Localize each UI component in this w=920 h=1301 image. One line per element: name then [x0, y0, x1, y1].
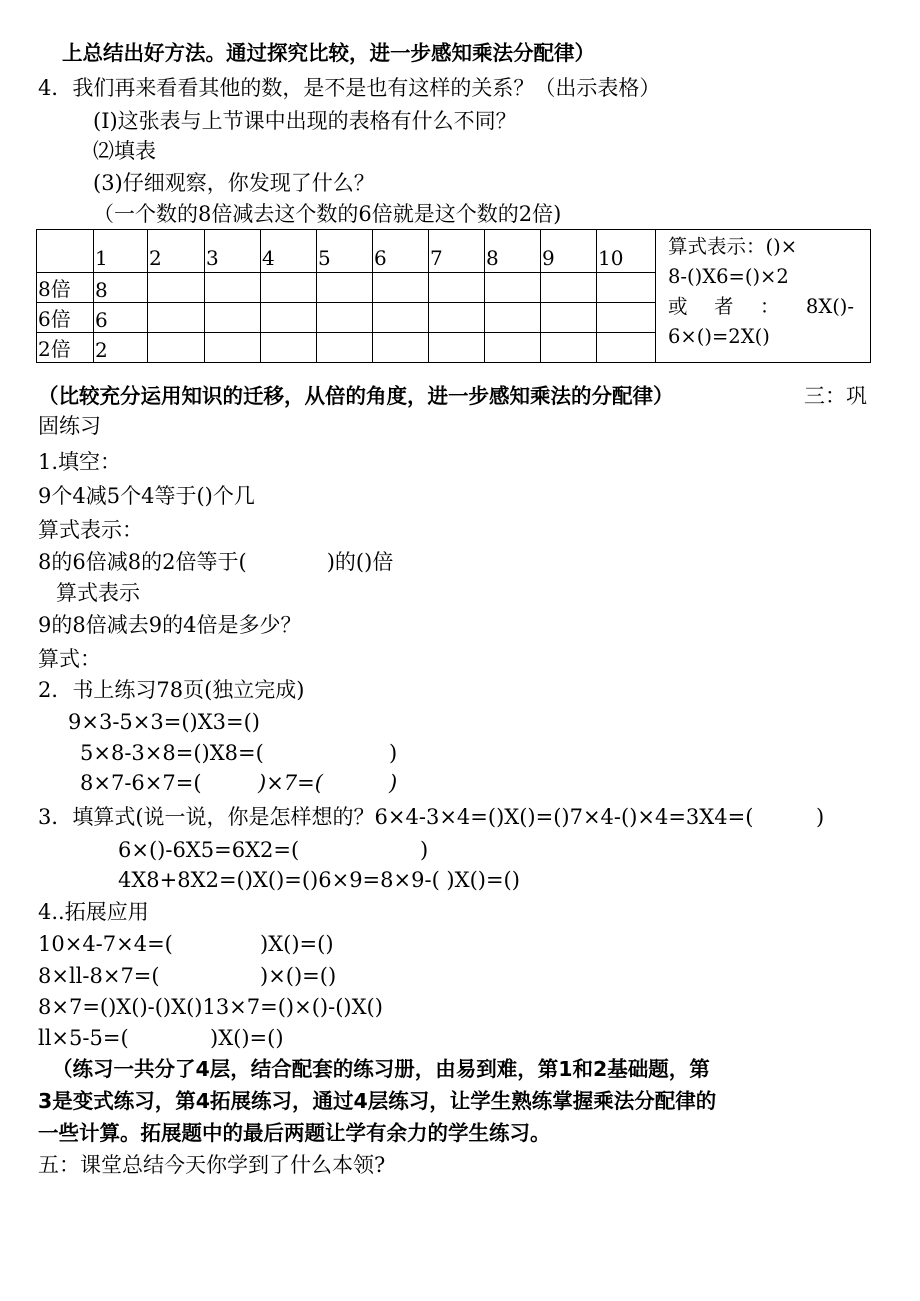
empty-cell — [541, 303, 597, 333]
text-line: ll×5-5=( — [38, 1026, 129, 1050]
table-cell: 7 — [429, 230, 485, 273]
text-line: （比较充分运用知识的迁移，从倍的角度，进一步感知乘法的分配律） — [38, 384, 674, 408]
text-line: ) — [389, 771, 398, 795]
table-cell: 8 — [94, 273, 148, 303]
table-cell — [37, 230, 94, 273]
empty-cell — [317, 273, 373, 303]
text-line: 8×7-6×7=( — [80, 771, 202, 795]
text-line: (3)仔细观察，你发现了什么？ — [93, 171, 375, 195]
table-cell: 9 — [541, 230, 597, 273]
table-cell: 8 — [485, 230, 541, 273]
text-line: (I)这张表与上节课中出现的表格有什么不同？ — [93, 109, 517, 133]
empty-cell — [261, 333, 317, 363]
text-line: )X()=() — [260, 932, 334, 956]
table-cell: 6 — [94, 303, 148, 333]
table-cell: 4 — [261, 230, 317, 273]
table-cell: 2 — [148, 230, 205, 273]
empty-cell — [597, 333, 656, 363]
empty-cell — [429, 333, 485, 363]
empty-cell — [429, 303, 485, 333]
text-line: 3是变式练习，第4拓展练习，通过4层练习，让学生熟练掌握乘法分配律的 — [38, 1089, 717, 1113]
note-line — [668, 292, 854, 322]
table-cell: 10 — [597, 230, 656, 273]
empty-cell — [541, 273, 597, 303]
row-label: 2倍 — [37, 333, 94, 363]
text-line: 1.填空： — [38, 450, 122, 474]
text-line: 5×8-3×8=()X8=( — [80, 741, 264, 765]
empty-cell — [429, 273, 485, 303]
empty-cell — [261, 273, 317, 303]
text-line: )×7=( — [258, 771, 323, 795]
text-line: )×()=() — [260, 964, 337, 988]
text-line: 9个4减5个4等于()个几 — [38, 484, 255, 508]
text-line: 8×ll-8×7=( — [38, 964, 160, 988]
text-line: ⑵填表 — [93, 139, 156, 163]
empty-cell — [541, 333, 597, 363]
text-line: 五：课堂总结今天你学到了什么本领? — [38, 1153, 386, 1177]
empty-cell — [373, 333, 429, 363]
empty-cell — [373, 273, 429, 303]
note-line: 8-()X6=()×2 — [668, 265, 789, 288]
row-label: 8倍 — [37, 273, 94, 303]
empty-cell — [485, 303, 541, 333]
empty-cell — [485, 273, 541, 303]
text-line: （一个数的8倍减去这个数的6倍就是这个数的2倍) — [93, 202, 562, 226]
empty-cell — [373, 303, 429, 333]
empty-cell — [148, 273, 205, 303]
text-line: 8×7=()X()-()X()13×7=()×()-()X() — [38, 995, 383, 1019]
text-line: ) — [420, 838, 429, 862]
table-cell: 2 — [94, 333, 148, 363]
empty-cell — [317, 333, 373, 363]
text-line: 一些计算。拓展题中的最后两题让学有余力的学生练习。 — [38, 1121, 551, 1145]
note-word: 或 — [668, 295, 688, 318]
empty-cell — [261, 303, 317, 333]
text-line: 9的8倍减去9的4倍是多少？ — [38, 613, 302, 637]
text-line: 4．我们再来看看其他的数，是不是也有这样的关系？（出示表格） — [38, 76, 661, 100]
text-line: 上总结出好方法。通过探究比较，进一步感知乘法分配律） — [62, 41, 595, 65]
empty-cell — [597, 303, 656, 333]
text-line: 3．填算式(说一说，你是怎样想的？6×4-3×4=()X()=()7×4-()×4=3X4=( — [38, 805, 754, 829]
text-line: 4..拓展应用 — [38, 900, 149, 924]
note-line: 6×()=2X() — [668, 325, 770, 348]
table-cell: 6 — [373, 230, 429, 273]
text-line: )X()=() — [210, 1026, 284, 1050]
text-line: 算式： — [38, 647, 101, 671]
text-line: 9×3-5×3=()X3=() — [68, 710, 261, 734]
note-word: 者 — [713, 295, 734, 318]
text-line: 算式表示 — [56, 581, 140, 605]
note-line: 算式表示：()× — [668, 235, 798, 258]
text-line: 4X8+8X2=()X()=()6×9=8×9-( )X()=() — [118, 868, 520, 892]
text-line: 三：巩 — [804, 384, 867, 408]
empty-cell — [205, 273, 261, 303]
text-line: 2．书上练习78页(独立完成) — [38, 678, 305, 702]
empty-cell — [148, 333, 205, 363]
text-line: 算式表示： — [38, 518, 143, 542]
note-word: ： — [759, 295, 780, 318]
empty-cell — [597, 273, 656, 303]
empty-cell — [485, 333, 541, 363]
table-cell: 3 — [205, 230, 261, 273]
text-line: ) — [816, 805, 825, 829]
text-line: 8的6倍减8的2倍等于( )的()倍 — [38, 550, 394, 574]
empty-cell — [205, 333, 261, 363]
row-label: 6倍 — [37, 303, 94, 333]
text-line: ) — [389, 741, 398, 765]
formula-note-cell — [656, 230, 871, 363]
text-line: 固练习 — [38, 414, 101, 438]
text-line: 6×()-6X5=6X2=( — [118, 838, 300, 862]
table-header-row — [37, 230, 871, 273]
table-cell: 5 — [317, 230, 373, 273]
empty-cell — [148, 303, 205, 333]
multiplication-table — [36, 229, 871, 363]
text-line: 10×4-7×4=( — [38, 932, 173, 956]
note-word: 8X()- — [805, 295, 854, 318]
table-cell: 1 — [94, 230, 148, 273]
text-line: （练习一共分了4层，结合配套的练习册，由易到难，第1和2基础题，第 — [52, 1057, 710, 1081]
empty-cell — [317, 303, 373, 333]
empty-cell — [205, 303, 261, 333]
